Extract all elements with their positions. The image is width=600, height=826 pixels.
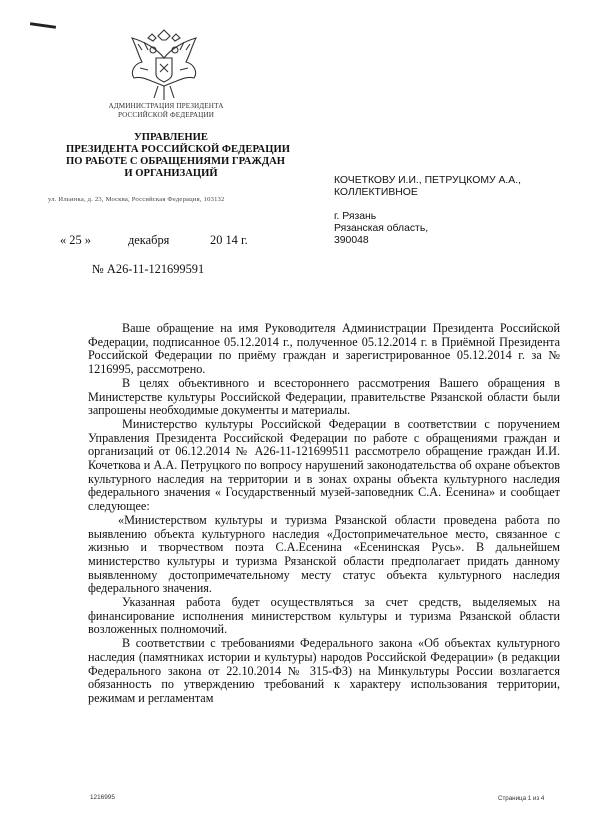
footer-doc-id: 1216995 xyxy=(90,794,115,801)
department-line-2: ПРЕЗИДЕНТА РОССИЙСКОЙ ФЕДЕРАЦИИ xyxy=(66,144,290,155)
footer-page-number: Страница 1 из 4 xyxy=(498,795,545,802)
date-day: « 25 » xyxy=(60,233,91,247)
recipient-region: Рязанская область, xyxy=(334,223,429,234)
sender-address: ул. Ильинка, д. 23, Москва, Российская Федерация, 103132 xyxy=(48,196,225,203)
letter-body xyxy=(88,322,560,706)
administration-line-1: АДМИНИСТРАЦИЯ ПРЕЗИДЕНТА xyxy=(108,102,224,110)
recipient-city: г. Рязань xyxy=(334,211,377,222)
department-line-1: УПРАВЛЕНИЕ xyxy=(134,132,208,143)
recipient-postcode: 390048 xyxy=(334,235,369,246)
recipient-type: КОЛЛЕКТИВНОЕ xyxy=(334,187,418,198)
paragraph-1: Ваше обращение на имя Руководителя Администрации Президента Российской Федерации, подписанное 05.12.2014 г., полученное 05.12.2014 г. в Приёмной Президента Российской Федерации по приёму граждан и зарегистрированное 05.12.2014 г. за № 1216995, рассмотрено. xyxy=(88,321,560,377)
corner-pen-mark xyxy=(30,22,56,29)
recipient-names: КОЧЕТКОВУ И.И., ПЕТРУЦКОМУ А.А., xyxy=(334,175,521,186)
paragraph-2: В целях объективного и всестороннего рассмотрения Вашего обращения в Министерстве культуры Российской Федерации, правительстве Рязанской области были запрошены необходимые документы и материалы. xyxy=(88,375,560,418)
date-month: декабря xyxy=(128,233,170,247)
department-name xyxy=(66,132,290,180)
department-line-4: И ОРГАНИЗАЦИЙ xyxy=(124,168,218,179)
paragraph-3: Министерство культуры Российской Федерации в соответствии с поручением Управления Президента Российской Федерации по работе с обращениями граждан и организаций от 06.12.2014 № А26-11-121699511 рассмотрело обращение граждан И.И. Кочеткова и А.А. Петруцкого по вопросу нарушений законодательства об охране объектов культурного наследия на территории и в зонах охраны объекта культурного наследия федерального значения « Государственный музей-заповедник С.А. Есенина» и сообщает следующее: xyxy=(88,416,560,514)
paragraph-5: Указанная работа будет осуществляться за счет средств, выделяемых на финансирование исполнения министерством культуры и туризма Рязанской области возложенных полномочий. xyxy=(88,595,560,637)
date-year: 20 14 г. xyxy=(210,233,248,247)
paragraph-6: В соответствии с требованиями Федерального закона «Об объектах культурного наследия (памятниках истории и культуры) народов Российской Федерации» (в редакции Федерального закона от 22.10.2014 № 315-ФЗ) на Минкультуры России возлагается обязанность по утверждению требований к характеру использования территории, режимам и регламентам xyxy=(88,636,560,705)
administration-line-2: РОССИЙСКОЙ ФЕДЕРАЦИИ xyxy=(117,111,215,119)
registration-number: № А26-11-121699591 xyxy=(92,262,205,276)
department-line-3: ПО РАБОТЕ С ОБРАЩЕНИЯМИ ГРАЖДАН xyxy=(66,156,286,167)
paragraph-4-quote: «Министерством культуры и туризма Рязанской области проведена работа по выявлению объекта культурного наследия «Достопримечательное место, связанное с жизнью и творчеством поэта С.А.Есенина «Есенинская Русь». В дальнейшем министерство культуры и туризма Рязанской области предполагает придать данному выявленному достопримечательному месту статус объекта культурного наследия федерального значения. xyxy=(88,512,560,596)
administration-name xyxy=(86,102,246,120)
recipient-block xyxy=(334,175,574,247)
coat-of-arms-icon xyxy=(118,28,210,104)
